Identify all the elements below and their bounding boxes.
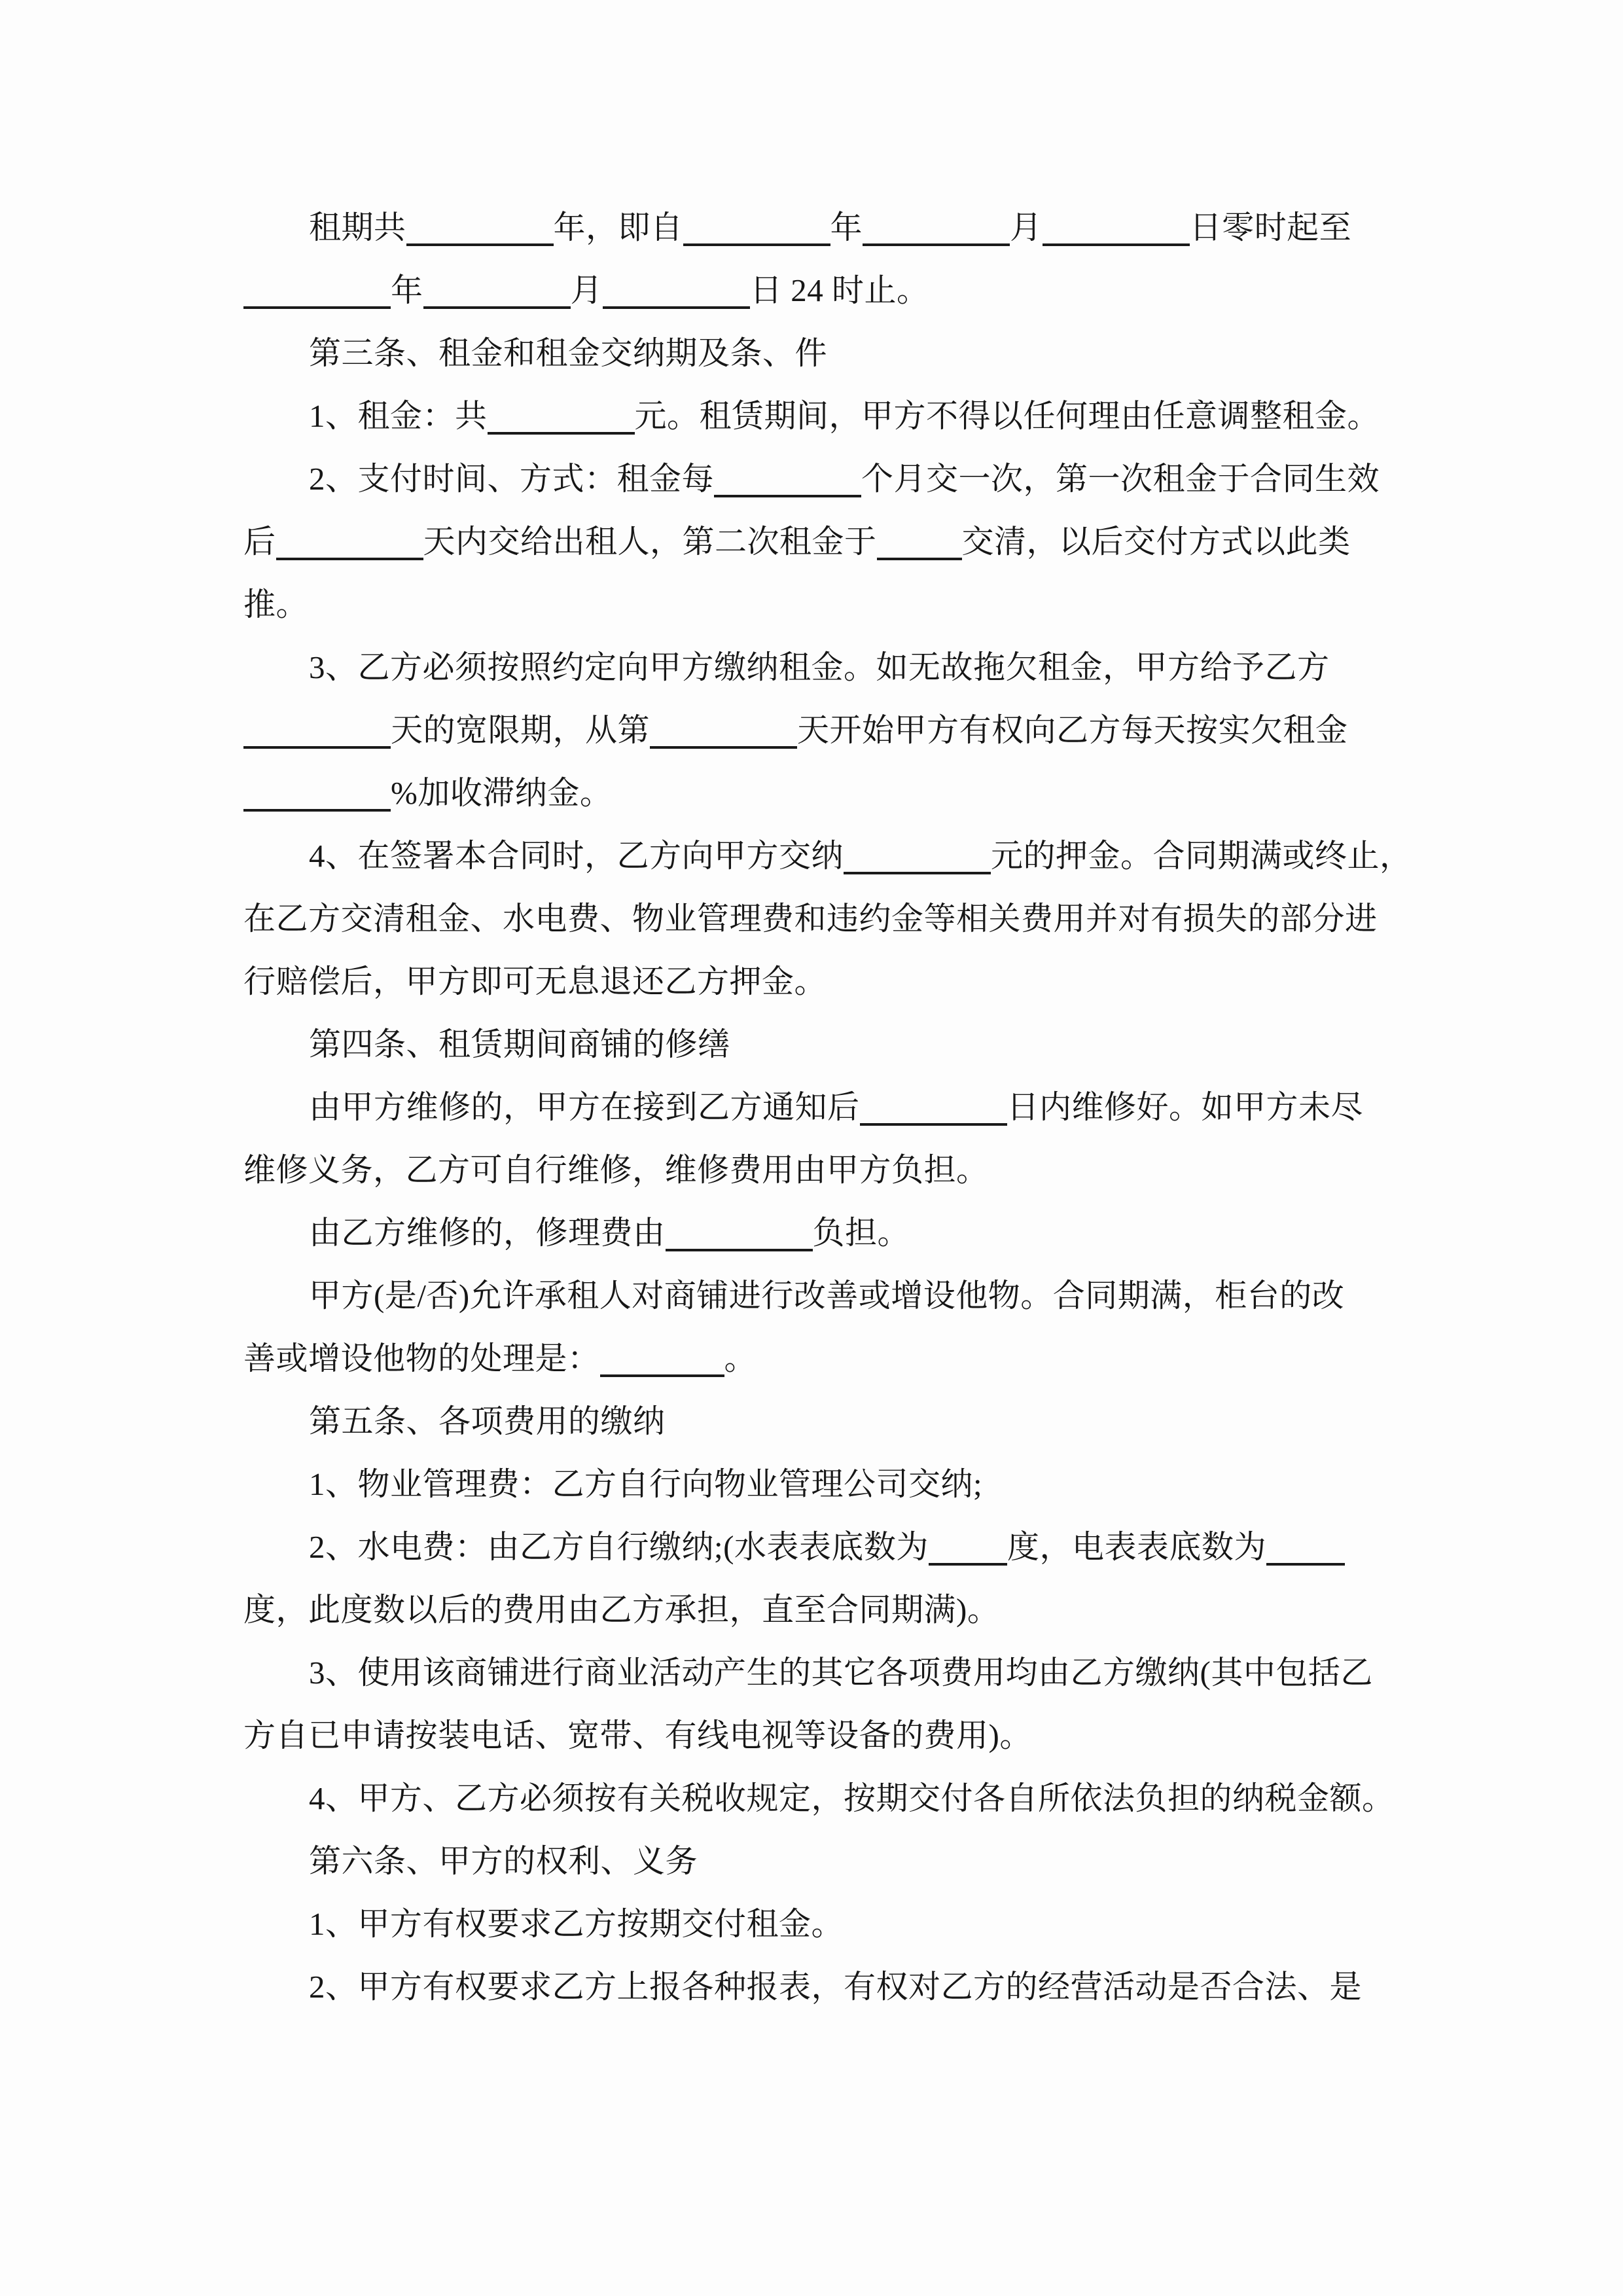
text-run: 天内交给出租人，第二次租金于 (423, 524, 877, 560)
fill-in-blank (683, 242, 830, 246)
fill-in-blank (860, 1122, 1007, 1126)
contract-line (243, 762, 1387, 825)
contract-line (243, 511, 1387, 573)
text-run: 年，即自 (553, 209, 683, 245)
fill-in-blank (488, 431, 635, 435)
contract-line (243, 1830, 1387, 1893)
fill-in-blank (844, 870, 991, 874)
text-run: 租期共 (309, 209, 406, 245)
text-run: 天开始甲方有权向乙方每天按实欠租金 (797, 712, 1348, 748)
text-run: 2、水电费：由乙方自行缴纳;(水表表底数为 (309, 1529, 929, 1565)
contract-line (243, 448, 1387, 511)
contract-line (243, 1265, 1387, 1327)
text-run: 3、使用该商铺进行商业活动产生的其它各项费用均由乙方缴纳(其中包括乙 (309, 1655, 1373, 1691)
fill-in-blank (1043, 242, 1190, 246)
contract-line (243, 1327, 1387, 1390)
fill-in-blank (877, 556, 962, 560)
contract-line (243, 699, 1387, 762)
fill-in-blank (243, 305, 391, 309)
contract-line (243, 259, 1387, 322)
text-run: 元的押金。合同期满或终止， (991, 838, 1412, 874)
text-run: 第四条、租赁期间商铺的修缮 (309, 1026, 730, 1062)
fill-in-blank (243, 808, 391, 812)
fill-in-blank (600, 1373, 724, 1377)
text-run: 维修义务，乙方可自行维修，维修费用由甲方负担。 (243, 1152, 989, 1188)
text-run: 第三条、租金和租金交纳期及条、件 (309, 335, 828, 371)
text-run: %加收滞纳金。 (391, 775, 613, 811)
contract-line (243, 1139, 1387, 1202)
fill-in-blank (243, 745, 391, 749)
text-run: 日内维修好。如甲方未尽 (1007, 1089, 1364, 1125)
contract-line (243, 1076, 1387, 1139)
text-run: 度，此度数以后的费用由乙方承担，直至合同期满)。 (243, 1592, 1000, 1628)
contract-line (243, 573, 1387, 636)
fill-in-blank (714, 493, 861, 497)
contract-line (243, 1704, 1387, 1767)
fill-in-blank (650, 745, 797, 749)
text-run: 在乙方交清租金、水电费、物业管理费和违约金等相关费用并对有损失的部分进 (243, 901, 1378, 937)
text-run: 甲方(是/否)允许承租人对商铺进行改善或增设他物。合同期满，柜台的改 (309, 1278, 1345, 1314)
text-run: 天的宽限期，从第 (391, 712, 651, 748)
contract-line (243, 385, 1387, 448)
contract-line (243, 636, 1387, 699)
text-run: 年 (391, 272, 423, 308)
contract-line (243, 950, 1387, 1013)
text-run: 度，电表表底数为 (1007, 1529, 1266, 1565)
contract-line (243, 1893, 1387, 1956)
text-run: 由甲方维修的，甲方在接到乙方通知后 (309, 1089, 860, 1125)
text-run: 2、支付时间、方式：租金每 (309, 461, 715, 497)
contract-line (243, 825, 1412, 888)
fill-in-blank (863, 242, 1010, 246)
fill-in-blank (423, 305, 571, 309)
text-run: 日 24 时止。 (750, 272, 929, 308)
contract-body (243, 196, 1412, 2018)
contract-line (243, 1579, 1387, 1641)
text-run: 元。租赁期间，甲方不得以任何理由任意调整租金。 (634, 398, 1380, 434)
text-run: 方自已申请按装电话、宽带、有线电视等设备的费用)。 (243, 1717, 1032, 1753)
text-run: 3、乙方必须按照约定向甲方缴纳租金。如无故拖欠租金，甲方给予乙方 (309, 649, 1330, 685)
text-run: 4、甲方、乙方必须按有关税收规定，按期交付各自所依法负担的纳税金额。 (309, 1780, 1395, 1816)
fill-in-blank (929, 1562, 1007, 1566)
fill-in-blank (276, 556, 423, 560)
text-run: 年 (830, 209, 863, 245)
text-run: 。 (724, 1340, 757, 1376)
fill-in-blank (406, 242, 554, 246)
contract-line (243, 196, 1387, 259)
fill-in-blank (1266, 1562, 1345, 1566)
text-run: 善或增设他物的处理是： (243, 1340, 600, 1376)
text-run: 月 (570, 272, 603, 308)
text-run: 负担。 (812, 1215, 910, 1251)
text-run: 后 (243, 524, 276, 560)
fill-in-blank (666, 1247, 813, 1251)
text-run: 4、在签署本合同时，乙方向甲方交纳 (309, 838, 844, 874)
text-run: 第五条、各项费用的缴纳 (309, 1403, 666, 1439)
contract-line (243, 1390, 1387, 1453)
text-run: 1、物业管理费：乙方自行向物业管理公司交纳; (309, 1466, 983, 1502)
contract-line (243, 1013, 1387, 1076)
contract-line (243, 1767, 1395, 1830)
fill-in-blank (603, 305, 750, 309)
contract-line (243, 1516, 1387, 1579)
text-run: 2、甲方有权要求乙方上报各种报表，有权对乙方的经营活动是否合法、是 (309, 1969, 1363, 2005)
text-run: 月 (1010, 209, 1043, 245)
text-run: 个月交一次，第一次租金于合同生效 (861, 461, 1380, 497)
text-run: 交清，以后交付方式以此类 (961, 524, 1351, 560)
text-run: 日零时起至 (1189, 209, 1352, 245)
text-run: 1、租金：共 (309, 398, 488, 434)
contract-line (243, 888, 1387, 950)
contract-line (243, 322, 1387, 385)
text-run: 1、甲方有权要求乙方按期交付租金。 (309, 1906, 844, 1942)
text-run: 第六条、甲方的权利、义务 (309, 1843, 698, 1879)
text-run: 推。 (243, 586, 309, 622)
contract-line (243, 1453, 1387, 1516)
contract-line (243, 1641, 1387, 1704)
contract-line (243, 1956, 1387, 2018)
text-run: 由乙方维修的，修理费由 (309, 1215, 666, 1251)
contract-line (243, 1202, 1387, 1265)
text-run: 行赔偿后，甲方即可无息退还乙方押金。 (243, 963, 827, 999)
